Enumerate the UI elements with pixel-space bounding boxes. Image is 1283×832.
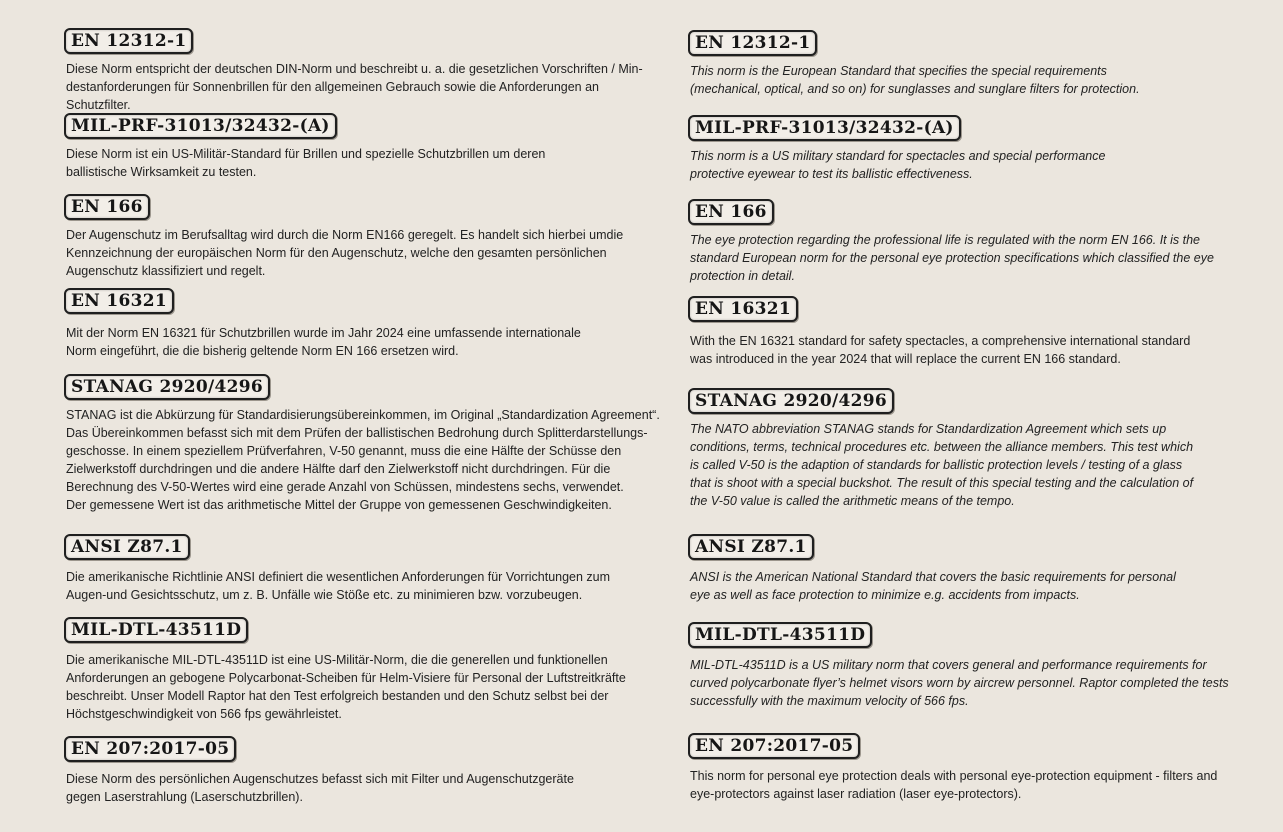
section-en-12312-1-en (688, 30, 1248, 98)
section-text: Die amerikanische Richtlinie ANSI definiert die wesentlichen Anforderungen für Vorrichtungen zum Augen-und Gesichtsschutz, um z. B. Unfälle wie Stöße etc. zu minimieren bzw. vorzubeugen. (66, 570, 611, 602)
section-ansi-en (688, 534, 1248, 604)
section-text: With the EN 16321 standard for safety spectacles, a comprehensive international standard was introduced in the year 2024 that will replace the current EN 166 standard. (690, 334, 1191, 366)
section-mil-prf-en (688, 115, 1248, 183)
section-text: Diese Norm entspricht der deutschen DIN-Norm und beschreibt u. a. die gesetzlichen Vorschriften / Min- destanforderungen für Sonnenbrillen für den allgemeinen Gebrauch sowie die Anforderungen an Schutzfilter. (66, 62, 643, 112)
section-mil-prf-de (64, 113, 664, 181)
section-text: ANSI is the American National Standard that covers the basic requirements for personal eye as well as face protection to minimize e.g. accidents from impacts. (690, 570, 1176, 602)
section-text: Der Augenschutz im Berufsalltag wird durch die Norm EN166 geregelt. Es handelt sich hierbei umdie Kennzeichnung der europäischen Norm für den Augenschutz, welche den gesamten persönlichen Augenschutz klassifiziert und regelt. (66, 228, 624, 278)
section-text: MIL-DTL-43511D is a US military norm that covers general and performance requirements for curved polycarbonate flyer’s helmet visors worn by aircrew personnel. Raptor completed the tests successfully with the maximum velocity of 566 fps. (690, 658, 1229, 708)
section-title-stamp: STANAG 2920/4296 (64, 374, 270, 400)
section-stanag-de (64, 374, 664, 514)
section-text: The NATO abbreviation STANAG stands for Standardization Agreement which sets up conditions, terms, technical procedures etc. between the alliance members. This test which is called V-50 is the adaption of standards for ballistic protection levels / testing of a glass that is shoot with a special buckshot. The result of this special testing and the calculation of the V-50 value is called the arithmetic means of the tempo. (690, 422, 1194, 508)
section-title-stamp: EN 207:2017-05 (688, 733, 860, 759)
section-title-stamp: MIL-PRF-31013/32432-(A) (64, 113, 337, 139)
section-en-16321-en (688, 296, 1248, 368)
section-text: STANAG ist die Abkürzung für Standardisierungsübereinkommen, im Original „Standardization Agreement“. Das Übereinkommen befasst sich mit dem Prüfen der ballistischen Bedrohung durch Splitterdarstellungs- geschosse. In einem speziellem Prüfverfahren, V-50 genannt, muss die eine Hälfte der Schüsse den Zielwerkstoff durchdringen und die andere Hälfte darf den Zielwerkstoff nicht durchdringen. Für die Berechnung des V-50-Wertes wird eine gerade Anzahl von Schüssen, mindestens sechs, verwendet. Der gemessene Wert ist das arithmetische Mittel der Gruppe von gemessenen Geschwindigkeiten. (66, 408, 660, 512)
section-title-stamp: MIL-DTL-43511D (688, 622, 872, 648)
section-en-12312-1-de (64, 28, 664, 114)
section-title-stamp: EN 166 (688, 199, 774, 225)
section-ansi-de (64, 534, 664, 604)
section-mil-dtl-en (688, 622, 1248, 710)
section-title-stamp: EN 12312-1 (64, 28, 193, 54)
section-text: This norm is the European Standard that specifies the special requirements (mechanical, optical, and so on) for sunglasses and sunglare filters for protection. (690, 64, 1140, 96)
section-en-16321-de (64, 288, 664, 360)
section-text: Diese Norm des persönlichen Augenschutzes befasst sich mit Filter und Augenschutzgeräte gegen Laserstrahlung (Laserschutzbrillen). (66, 772, 574, 804)
section-text: This norm is a US military standard for spectacles and special performance protective eyewear to test its ballistic effectiveness. (690, 149, 1106, 181)
section-text: Diese Norm ist ein US-Militär-Standard für Brillen und spezielle Schutzbrillen um deren ballistische Wirksamkeit zu testen. (66, 147, 546, 179)
section-text: The eye protection regarding the professional life is regulated with the norm EN 166. It is the standard European norm for the personal eye protection specifications which classified the eye protection in detail. (690, 233, 1214, 283)
section-title-stamp: STANAG 2920/4296 (688, 388, 894, 414)
section-stanag-en (688, 388, 1248, 510)
section-mil-dtl-de (64, 617, 664, 723)
section-title-stamp: EN 16321 (64, 288, 174, 314)
section-title-stamp: MIL-DTL-43511D (64, 617, 248, 643)
section-en-166-en (688, 199, 1248, 285)
section-title-stamp: ANSI Z87.1 (688, 534, 814, 560)
section-title-stamp: EN 16321 (688, 296, 798, 322)
section-text: This norm for personal eye protection deals with personal eye-protection equipment - filters and eye-protectors against laser radiation (laser eye-protectors). (690, 769, 1218, 801)
section-title-stamp: EN 166 (64, 194, 150, 220)
section-text: Die amerikanische MIL-DTL-43511D ist eine US-Militär-Norm, die die generellen und funktionellen Anforderungen an gebogene Polycarbonat-Scheiben für Helm-Visiere für Personal der Luftstreitkräfte beschreibt. Unser Modell Raptor hat den Test erfolgreich bestanden und den Schutz selbst bei der Höchstgeschwindigkeit von 566 fps gewährleistet. (66, 653, 626, 721)
section-title-stamp: EN 207:2017-05 (64, 736, 236, 762)
section-title-stamp: MIL-PRF-31013/32432-(A) (688, 115, 961, 141)
section-en-207-en (688, 733, 1248, 803)
section-en-207-de (64, 736, 664, 806)
section-title-stamp: ANSI Z87.1 (64, 534, 190, 560)
section-title-stamp: EN 12312-1 (688, 30, 817, 56)
section-en-166-de (64, 194, 664, 280)
section-text: Mit der Norm EN 16321 für Schutzbrillen wurde im Jahr 2024 eine umfassende internationale Norm eingeführt, die die bisherig geltende Norm EN 166 ersetzen wird. (66, 326, 581, 358)
